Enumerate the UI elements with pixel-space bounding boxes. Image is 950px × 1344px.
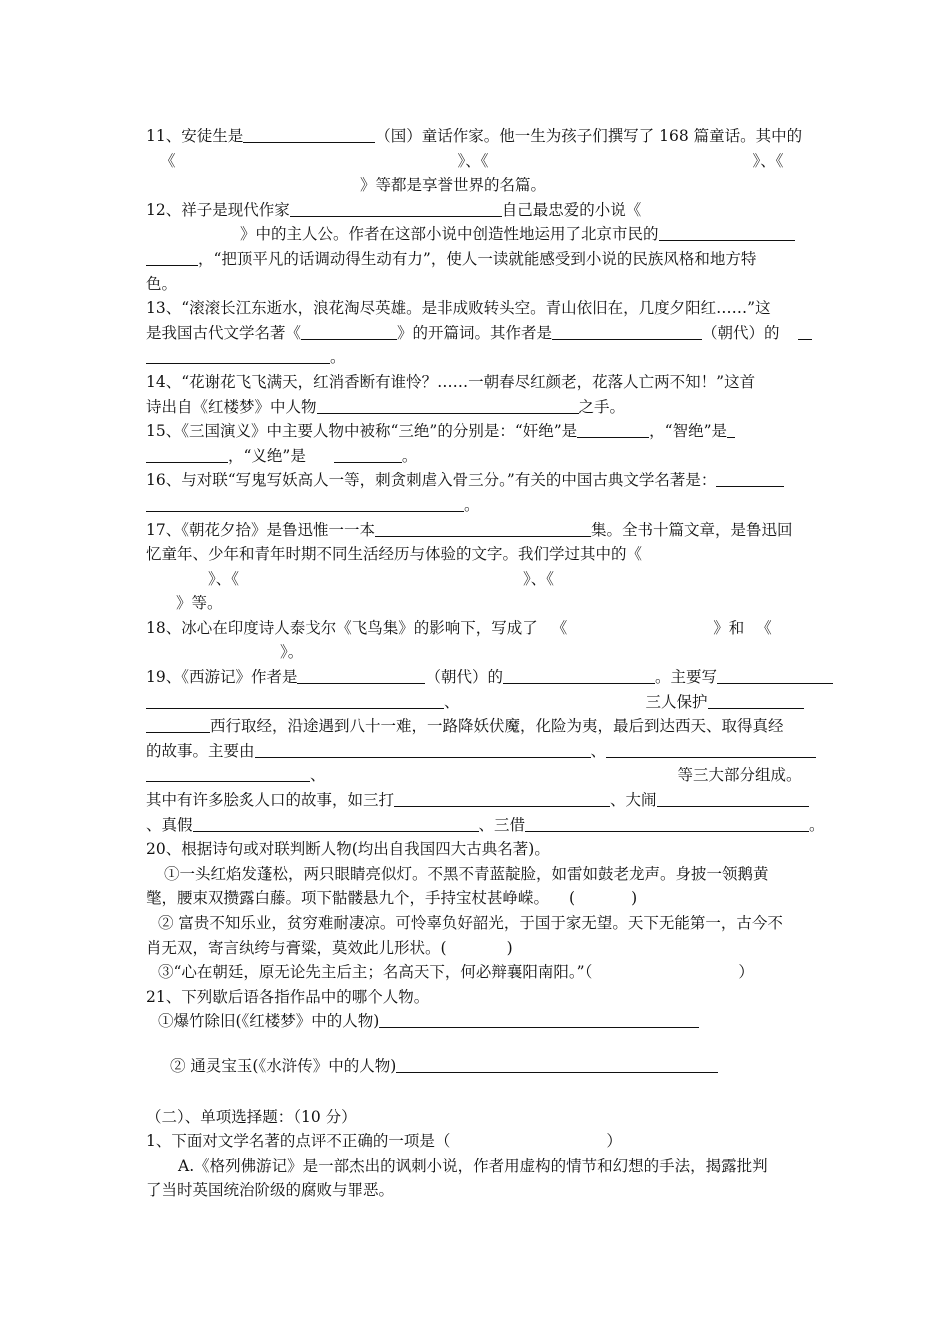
- text: (: [440, 938, 447, 957]
- text: ③“心在朝廷，原无论先主后主；名高天下，何必辩襄阳南阳。”: [158, 963, 585, 982]
- text: 19、《西游记》作者是: [146, 668, 298, 687]
- answer-blank[interactable]: [146, 445, 228, 463]
- answer-blank[interactable]: [297, 666, 425, 684]
- text: (: [569, 889, 576, 908]
- text: ): [506, 938, 513, 957]
- text: （: [584, 963, 593, 982]
- text: 1、下面对文学名著的点评不正确的一项是（: [146, 1132, 451, 1151]
- text: ): [631, 889, 638, 908]
- q17-line1: [146, 518, 822, 543]
- answer-blank[interactable]: [146, 691, 444, 709]
- q19-line3: [146, 714, 822, 739]
- text: 《: [551, 618, 568, 637]
- text: 16、与对联“写鬼写妖高人一等，刺贪刺虐入骨三分。”有关的中国古典文学名著是：: [146, 471, 717, 490]
- text: 、真假: [146, 815, 193, 834]
- text: 自己最忠爱的小说《: [501, 200, 642, 219]
- q19-line5: [146, 763, 822, 788]
- q11-line1: [146, 124, 822, 149]
- answer-blank[interactable]: [146, 715, 210, 733]
- text: 17、《朝花夕拾》是鲁迅惟一一本: [146, 520, 375, 539]
- text: 色。: [146, 274, 178, 293]
- q13-line3: [146, 345, 822, 370]
- text: ② 通灵宝玉(《水浒传》中的人物): [170, 1056, 397, 1075]
- q15-line2: [146, 444, 822, 469]
- q14-line2: [146, 395, 822, 420]
- text: ①爆竹除旧(《红楼梦》中的人物): [158, 1012, 380, 1031]
- text: 西行取经，沿途遇到八十一难，一路降妖伏魔，化险为夷，最后到达西天、取得真经: [210, 717, 784, 736]
- text: 。: [809, 815, 825, 834]
- text: 集。全书十篇文章，是鲁迅回: [590, 520, 793, 539]
- q20-item3-line1: [146, 960, 822, 985]
- text: 是我国古代文学名著《: [146, 323, 302, 342]
- q18-line2: [146, 640, 822, 665]
- text: 13、“滚滚长江东逝水，浪花淘尽英雄。是非成败转头空。青山依旧在，几度夕阳红……”这: [146, 299, 771, 318]
- answer-blank[interactable]: [396, 1055, 718, 1073]
- text: 》等都是享誉世界的名篇。: [360, 176, 547, 195]
- section2-q1: [146, 1129, 822, 1154]
- q20-item1-line2: [146, 886, 822, 911]
- answer-blank[interactable]: [243, 125, 375, 143]
- text: 》等。: [176, 594, 223, 613]
- q13-line1: [146, 296, 822, 321]
- text: 忆童年、少年和青年时期不同生活经历与体验的文字。我们学过其中的《: [146, 545, 643, 564]
- text: 氅，腰束双攒露白藤。项下骷髅悬九个，手持宝杖甚峥嵘。: [146, 889, 550, 908]
- q12-line2: [146, 222, 822, 247]
- q12-line3: [146, 247, 822, 272]
- text: 15、《三国演义》中主要人物中被称“三绝”的分别是：“奸绝”是: [146, 422, 578, 441]
- text: 等三大部分组成。: [677, 766, 802, 785]
- q17-line2: [146, 542, 822, 567]
- text: 、: [590, 741, 607, 760]
- q19-line7: [146, 813, 825, 838]
- text: 11、安徒生是: [146, 127, 244, 145]
- text: ）: [606, 1132, 622, 1151]
- q11-line2: [146, 149, 822, 174]
- q13-line2: [146, 321, 822, 346]
- q21-item1: [146, 1009, 822, 1034]
- q12-line1: [146, 198, 822, 223]
- text: ，“把顶平凡的话调动得生动有力”，使人一读就能感受到小说的民族风格和地方特: [198, 249, 757, 268]
- answer-blank[interactable]: [708, 691, 804, 709]
- answer-blank[interactable]: [577, 420, 649, 438]
- text: 21、下列歇后语各指作品中的哪个人物。: [146, 987, 430, 1006]
- text: （朝代）的: [425, 668, 503, 687]
- q14-line1: [146, 370, 822, 395]
- text: 。: [464, 495, 480, 514]
- q20-item2-line1: [146, 911, 822, 936]
- answer-blank[interactable]: [255, 740, 591, 758]
- text: 》。: [280, 643, 304, 662]
- answer-blank[interactable]: [659, 223, 795, 241]
- section2-option-a-line1: [146, 1154, 822, 1179]
- text: 》的开篇词。其作者是: [397, 323, 553, 342]
- text: ）: [738, 963, 754, 982]
- text: 肖无双，寄言纨绔与膏粱，莫效此儿形状。: [146, 938, 441, 957]
- answer-blank[interactable]: [193, 814, 479, 832]
- q20-item2-line2: [146, 936, 822, 961]
- text: 》、《: [523, 569, 555, 588]
- answer-blank[interactable]: [290, 199, 502, 217]
- q21-title: [146, 985, 822, 1010]
- text: 》、《: [208, 569, 240, 588]
- q17-line4: [146, 591, 822, 616]
- text: 、: [310, 766, 326, 785]
- q12-line4: [146, 272, 822, 297]
- answer-blank[interactable]: [334, 445, 402, 463]
- answer-blank[interactable]: [146, 248, 198, 266]
- answer-blank[interactable]: [606, 740, 816, 758]
- text: 18、冰心在印度诗人泰戈尔《飞鸟集》的影响下，写成了: [146, 618, 538, 637]
- text: 三人保护: [645, 692, 708, 711]
- text: （国）童话作家。他一生为孩子们撰写了 168 篇童话。其中的: [375, 127, 803, 145]
- q19-line1: [146, 665, 822, 690]
- answer-blank[interactable]: [798, 322, 812, 340]
- answer-blank[interactable]: [317, 396, 579, 414]
- q15-line1: [146, 419, 822, 444]
- answer-blank[interactable]: [717, 666, 833, 684]
- q20-title: [146, 837, 822, 862]
- text: 、三借: [478, 815, 526, 834]
- answer-blank[interactable]: [525, 814, 809, 832]
- answer-blank[interactable]: [394, 789, 610, 807]
- answer-blank[interactable]: [146, 764, 310, 782]
- answer-blank[interactable]: [716, 469, 784, 487]
- q20-item1-line1: [146, 862, 822, 887]
- text: 20、根据诗句或对联判断人物(均出自我国四大古典名著)。: [146, 840, 550, 859]
- text: 。: [401, 446, 418, 465]
- q11-line3: [146, 173, 822, 198]
- answer-blank[interactable]: [146, 346, 330, 364]
- text: 了当时英国统治阶级的腐败与罪恶。: [146, 1181, 395, 1200]
- answer-blank[interactable]: [375, 519, 591, 537]
- section2-title: [146, 1105, 822, 1130]
- section2-option-a-line2: [146, 1178, 822, 1203]
- text: 其中有许多脍炙人口的故事，如三打: [146, 791, 395, 810]
- q19-line2: [146, 690, 822, 715]
- text: 14、“花谢花飞飞满天，红消香断有谁怜？……一朝春尽红颜老，花落人亡两不知！”这首: [146, 372, 756, 391]
- text: 》、《: [752, 151, 784, 170]
- text: 诗出自《红楼梦》中人物: [146, 397, 317, 416]
- exam-page: [146, 124, 825, 1203]
- text: 》和: [713, 618, 745, 637]
- answer-blank[interactable]: [146, 494, 464, 512]
- q17-line3: [146, 567, 822, 592]
- answer-blank[interactable]: [727, 420, 735, 438]
- answer-blank[interactable]: [379, 1010, 699, 1028]
- text: （朝代）的: [702, 323, 780, 342]
- answer-blank[interactable]: [503, 666, 655, 684]
- text: 《: [160, 151, 176, 170]
- answer-blank[interactable]: [552, 322, 702, 340]
- text: ①一头红焰发蓬松，两只眼睛亮似灯。不黑不青蓝靛脸，如雷如鼓老龙声。身披一领鹅黄: [164, 864, 769, 883]
- text: （二）、单项选择题：（10 分）: [146, 1107, 357, 1126]
- text: 《: [756, 618, 772, 637]
- text: 。: [330, 348, 346, 367]
- q16-line2: [146, 493, 822, 518]
- q21-item2: [146, 1054, 822, 1079]
- text: ，“智绝”是: [649, 422, 728, 441]
- text: 》、《: [457, 151, 489, 170]
- text: ② 富贵不知乐业，贫穷难耐凄凉。可怜辜负好韶光，于国于家无望。天下无能第一，古今不: [158, 914, 783, 932]
- text: 的故事。主要由: [146, 741, 255, 760]
- text: ，“义绝”是: [228, 446, 306, 465]
- q18-line1: [146, 616, 822, 641]
- q16-line1: [146, 468, 822, 493]
- text: 之手。: [578, 397, 626, 416]
- text: 。主要写: [655, 668, 718, 687]
- q19-line4: [146, 739, 822, 764]
- text: 12、祥子是现代作家: [146, 200, 290, 219]
- text: 》中的主人公。作者在这部小说中创造性地运用了北京市民的: [240, 225, 659, 244]
- text: 、: [444, 692, 460, 711]
- answer-blank[interactable]: [301, 322, 397, 340]
- text: A.《格列佛游记》是一部杰出的讽刺小说，作者用虚构的情节和幻想的手法，揭露批判: [178, 1156, 768, 1175]
- answer-blank[interactable]: [657, 789, 809, 807]
- q19-line6: [146, 788, 822, 813]
- text: 、大闹: [610, 791, 657, 810]
